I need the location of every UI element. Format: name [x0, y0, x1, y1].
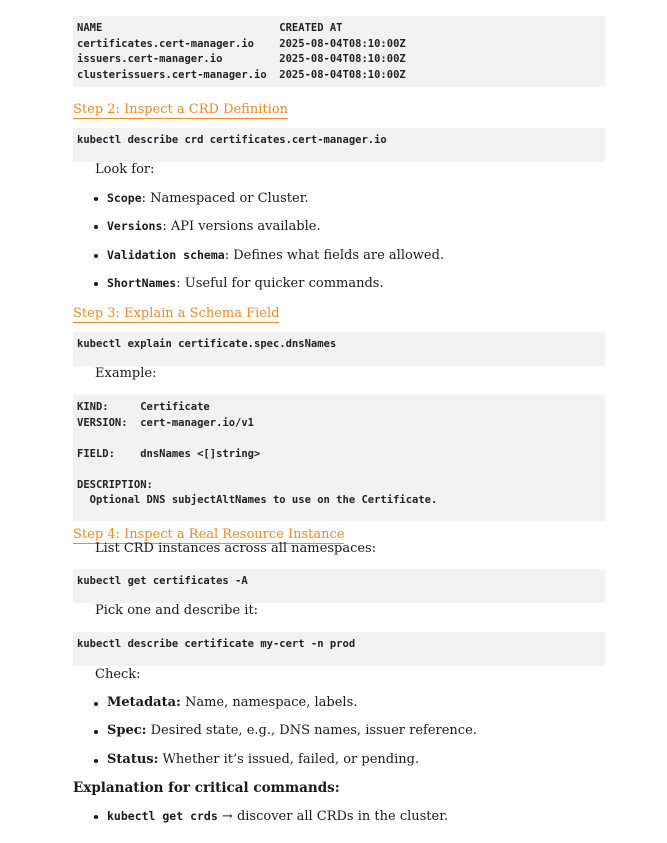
step2-heading-wrap: [73, 98, 597, 119]
list-item-key: ShortNames: [107, 276, 177, 290]
step4-list: [73, 694, 597, 712]
list-item-text: Whether it’s issued, failed, or pending.: [158, 752, 420, 767]
list-item: [73, 274, 597, 293]
step3-command[interactable]: kubectl explain certificate.spec.dnsNames: [73, 332, 605, 366]
step2-intro: Look for:: [95, 162, 155, 177]
step4-command-describe[interactable]: kubectl describe certificate my-cert -n prod: [73, 632, 605, 666]
list-item-key: Versions: [107, 219, 163, 233]
list-item-text: : Defines what fields are allowed.: [224, 248, 445, 263]
list-item-text: Name, namespace, labels.: [180, 695, 358, 710]
step4-intro: List CRD instances across all namespaces:: [95, 541, 377, 556]
list-item: [73, 722, 597, 740]
step2-list: [73, 274, 597, 293]
list-item-key: Spec:: [107, 723, 147, 738]
step4-mid-text: Pick one and describe it:: [95, 603, 259, 618]
list-item: [73, 217, 597, 236]
list-item: [73, 807, 597, 826]
step4-command-get[interactable]: kubectl get certificates -A: [73, 569, 605, 603]
list-item-key: Status:: [107, 752, 159, 767]
list-item-key: Metadata:: [107, 695, 181, 710]
step3-intro: Example:: [95, 366, 157, 381]
list-item-key: Validation schema: [107, 248, 225, 262]
list-item: [73, 694, 597, 712]
list-item-key: Scope: [107, 191, 142, 205]
step2-list: [73, 189, 597, 208]
list-item-text: Desired state, e.g., DNS names, issuer reference.: [146, 723, 477, 738]
list-item-text: → discover all CRDs in the cluster.: [217, 809, 449, 824]
step4-heading: Step 4: Inspect a Real Resource Instance: [73, 527, 345, 542]
crd-list-output: NAME CREATED AT certificates.cert-manager.io 2025-08-04T08:10:00Z issuers.cert-manager.io 2025-08-04T08:10:00Z clusterissuers.cert-manager.io 2025-08-04T08:10:00Z: [73, 16, 605, 87]
list-item-text: : API versions available.: [162, 219, 321, 234]
list-item-text: : Namespaced or Cluster.: [141, 191, 309, 206]
list-item-key: kubectl get crds: [107, 809, 218, 823]
list-item: [73, 189, 597, 208]
explanation-list: [73, 807, 597, 826]
step2-list: [73, 217, 597, 236]
step4-list: [73, 751, 597, 769]
step2-heading: Step 2: Inspect a CRD Definition: [73, 102, 288, 117]
step3-heading-wrap: [73, 302, 597, 323]
list-item: [73, 751, 597, 769]
step2-list: [73, 246, 597, 265]
step3-heading: Step 3: Explain a Schema Field: [73, 306, 280, 321]
list-item-text: : Useful for quicker commands.: [176, 276, 384, 291]
explanation-heading: Explanation for critical commands:: [73, 780, 340, 796]
step4-check: Check:: [95, 667, 141, 682]
step3-output: KIND: Certificate VERSION: cert-manager.io/v1 FIELD: dnsNames <[]string> DESCRIPTION: Optional DNS subjectAltNames to use on the Certificate.: [73, 395, 605, 521]
step4-list: [73, 722, 597, 740]
step2-command[interactable]: kubectl describe crd certificates.cert-manager.io: [73, 128, 605, 162]
list-item: [73, 246, 597, 265]
